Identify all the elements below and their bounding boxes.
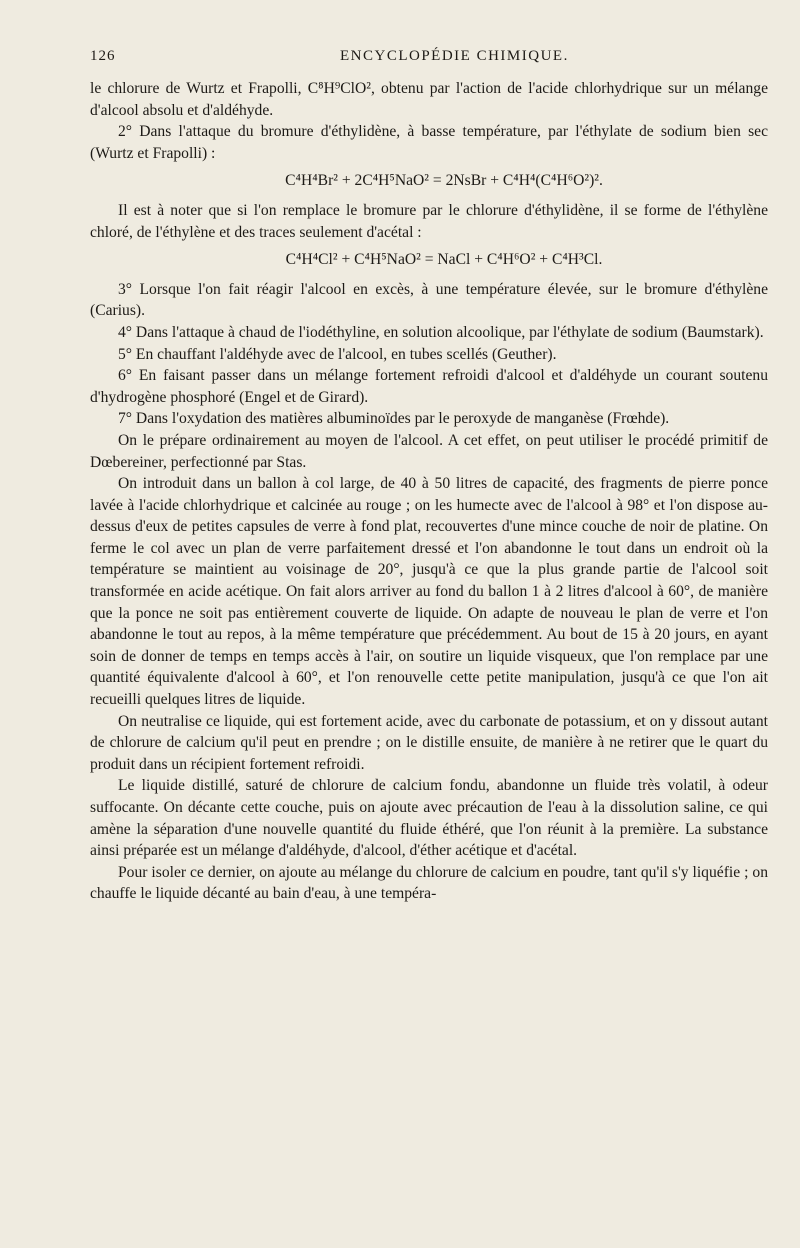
paragraph: Le liquide distillé, saturé de chlorure de calcium fondu, abandonne un fluide très volatil, à odeur suffocante. On décante cette couche, puis on ajoute avec précaution de l'eau à la dissolution saline, ce qui amène la séparation d'une nouvelle quantité du fluide éthéré, que l'on réunit à la première. La substance ainsi préparée est un mélange d'aldéhyde, d'alcool, d'éther acétique et d'acétal. [90, 777, 768, 860]
paragraph: 3° Lorsque l'on fait réagir l'alcool en excès, à une température élevée, sur le bromure d'éthylène (Carius). [90, 280, 768, 320]
paragraph: 5° En chauffant l'aldéhyde avec de l'alcool, en tubes scellés (Geuther). [118, 345, 557, 363]
paragraph: 4° Dans l'attaque à chaud de l'iodéthyline, en solution alcoolique, par l'éthylate de sodium (Baumstark). [118, 323, 764, 341]
paragraph: On introduit dans un ballon à col large, de 40 à 50 litres de capacité, des fragments de pierre ponce lavée à l'acide chlorhydrique et calcinée au rouge ; on les humecte avec de l'alcool à 98° et l'on dispose au-dessus d'eux de petites capsules de verre à fond plat, recouvertes d'une mince couche de noir de platine. On ferme le col avec un plan de verre parfaitement dressé et l'on abandonne le tout dans un endroit où la température se maintient au voisinage de 20°, jusqu'à ce que la plus grande partie de l'alcool soit transformée en acide acétique. On fait alors arriver au fond du ballon 1 à 2 litres d'alcool à 60°, de manière que la ponce ne soit pas entièrement couverte de liquide. On adapte de nouveau le plan de verre et l'on abandonne le tout au repos, à la même température que précédemment. Au bout de 15 à 20 jours, en ayant soin de donner de temps en temps accès à l'air, on soutire un liquide visqueux, que l'on remplace par une quantité équivalente d'alcool à 60°, et l'on renouvelle cette petite manipulation, jusqu'à ce que l'on ait recueilli quelques litres de liquide. [90, 475, 768, 709]
paragraph: 2° Dans l'attaque du bromure d'éthylidène, à basse température, par l'éthylate de sodium bien sec (Wurtz et Frapolli) : [90, 123, 768, 162]
paragraph: Il est à noter que si l'on remplace le bromure par le chlorure d'éthylidène, il se forme de l'éthylène chloré, de l'éthylène et des traces seulement d'acétal : [90, 201, 768, 241]
paragraph: Pour isoler ce dernier, on ajoute au mélange du chlorure de calcium en poudre, tant qu'il s'y liquéfie ; on chauffe le liquide décanté au bain d'eau, à une tempéra- [90, 863, 768, 903]
chemical-equation: C⁴H⁴Cl² + C⁴H⁵NaO² = NaCl + C⁴H⁶O² + C⁴H³Cl. [285, 251, 603, 269]
running-title: ENCYCLOPÉDIE CHIMIQUE. [340, 48, 569, 64]
paragraph: On neutralise ce liquide, qui est fortement acide, avec du carbonate de potassium, et on y dissout autant de chlorure de calcium qu'il peut en prendre ; on le distille ensuite, de manière à ne retirer que le quart du produit dans un récipient fortement refroidi. [90, 712, 768, 773]
paragraph: 6° En faisant passer dans un mélange fortement refroidi d'alcool et d'aldéhyde un courant soutenu d'hydrogène phosphoré (Engel et de Girard). [90, 367, 768, 406]
page-header [90, 48, 768, 78]
page-number: 126 [90, 48, 116, 64]
paragraph: 7° Dans l'oxydation des matières albuminoïdes par le peroxyde de manganèse (Frœhde). [118, 410, 670, 428]
chemical-equation: C⁴H⁴Br² + 2C⁴H⁵NaO² = 2NsBr + C⁴H⁴(C⁴H⁶O²)². [285, 172, 603, 190]
paragraph: On le prépare ordinairement au moyen de l'alcool. A cet effet, on peut utiliser le procédé primitif de Dœbereiner, perfectionné par Stas. [90, 431, 768, 471]
page-body [90, 78, 768, 905]
paragraph: le chlorure de Wurtz et Frapolli, C⁸H⁹ClO², obtenu par l'action de l'acide chlorhydrique sur un mélange d'alcool absolu et d'aldéhyde. [90, 80, 768, 119]
